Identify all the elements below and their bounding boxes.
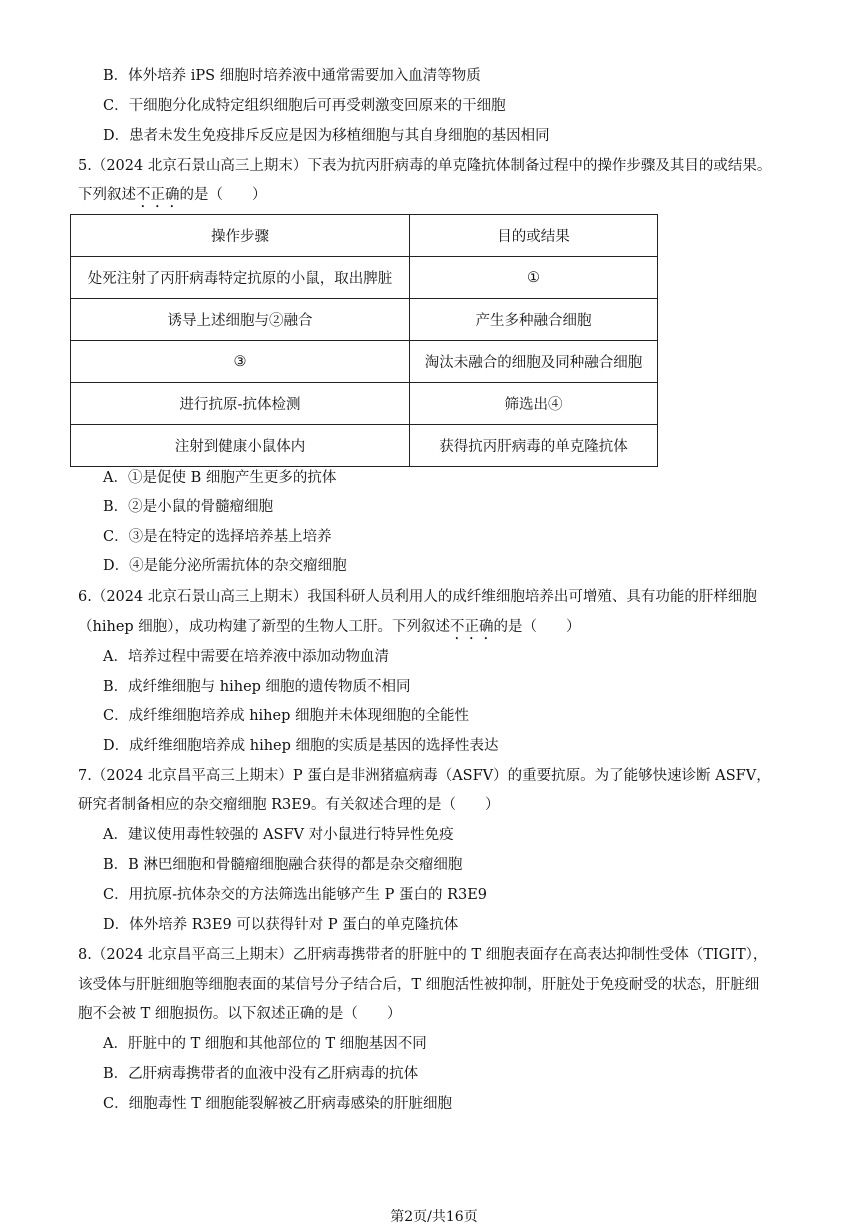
q8-option-a: A．肝脏中的 T 细胞和其他部位的 T 细胞基因不同 [103,1036,427,1052]
table-cell: 注射到健康小鼠体内 [71,425,410,467]
q5-option-b: B．②是小鼠的骨髓瘤细胞 [103,499,274,515]
table-row [71,425,658,467]
q4-option-d: D．患者未发生免疫排斥反应是因为移植细胞与其自身细胞的基因相同 [103,128,550,144]
q8-option-b: B．乙肝病毒携带者的血液中没有乙肝病毒的抗体 [103,1066,419,1082]
q5-steps-table [70,214,658,467]
q6-option-a: A．培养过程中需要在培养液中添加动物血清 [103,649,389,665]
q6-option-b: B．成纤维细胞与 hihep 细胞的遗传物质不相同 [103,679,411,695]
q6-option-c: C．成纤维细胞培养成 hihep 细胞并未体现细胞的全能性 [103,708,469,724]
q5-option-a: A．①是促使 B 细胞产生更多的抗体 [103,470,337,486]
q7-stem-line1: 7.（2024 北京昌平高三上期末）P 蛋白是非洲猪瘟病毒（ASFV）的重要抗原。为了能够快速诊断 ASFV， [78,768,771,784]
q8-option-c: C．细胞毒性 T 细胞能裂解被乙肝病毒感染的肝脏细胞 [103,1096,452,1112]
q7-option-b: B．B 淋巴细胞和骨髓瘤细胞融合获得的都是杂交瘤细胞 [103,857,463,873]
table-cell: ① [410,257,658,299]
q7-stem-line2: 研究者制备相应的杂交瘤细胞 R3E9。有关叙述合理的是（ ） [78,797,500,813]
q7-option-c: C．用抗原-抗体杂交的方法筛选出能够产生 P 蛋白的 R3E9 [103,887,488,903]
q5-option-c: C．③是在特定的选择培养基上培养 [103,529,332,545]
q6-option-d: D．成纤维细胞培养成 hihep 细胞的实质是基因的选择性表达 [103,738,499,754]
q6-stem-line2: （hihep 细胞），成功构建了新型的生物人工肝。下列叙述不正确的是（ ） [78,619,581,635]
table-row [71,257,658,299]
table-row [71,341,658,383]
table-header-row [71,215,658,257]
table-header: 操作步骤 [71,215,410,257]
table-header: 目的或结果 [410,215,658,257]
table-cell: 筛选出④ [410,383,658,425]
table-cell: 获得抗丙肝病毒的单克隆抗体 [410,425,658,467]
table-row [71,383,658,425]
q5-option-d: D．④是能分泌所需抗体的杂交瘤细胞 [103,558,347,574]
q7-option-d: D．体外培养 R3E9 可以获得针对 P 蛋白的单克隆抗体 [103,917,459,933]
q8-stem-line3: 胞不会被 T 细胞损伤。以下叙述正确的是（ ） [78,1006,402,1022]
q5-stem-line1: 5.（2024 北京石景山高三上期末）下表为抗丙肝病毒的单克隆抗体制备过程中的操作步骤及其目的或结果。 [78,158,772,174]
q4-option-c: C．干细胞分化成特定组织细胞后可再受刺激变回原来的干细胞 [103,98,506,114]
table-cell: 处死注射了丙肝病毒特定抗原的小鼠，取出脾脏 [71,257,410,299]
table-cell: 进行抗原-抗体检测 [71,383,410,425]
q7-option-a: A．建议使用毒性较强的 ASFV 对小鼠进行特异性免疫 [103,827,454,843]
page-number: 第2页/共16页 [390,1209,478,1225]
table-cell: 诱导上述细胞与②融合 [71,299,410,341]
table-cell: 淘汰未融合的细胞及同种融合细胞 [410,341,658,383]
q5-emphasis: 不正确 [136,187,180,203]
table-row [71,299,658,341]
q8-stem-line1: 8.（2024 北京昌平高三上期末）乙肝病毒携带者的肝脏中的 T 细胞表面存在高表达抑制性受体（TIGIT）， [78,947,768,963]
q8-stem-line2: 该受体与肝脏细胞等细胞表面的某信号分子结合后，T 细胞活性被抑制，肝脏处于免疫耐受的状态，肝脏细 [78,977,760,993]
q6-stem-line1: 6.（2024 北京石景山高三上期末）我国科研人员利用人的成纤维细胞培养出可增殖、具有功能的肝样细胞 [78,589,757,605]
q5-stem-line2: 下列叙述不正确的是（ ） [78,187,267,203]
q6-emphasis: 不正确 [450,619,494,635]
table-cell: 产生多种融合细胞 [410,299,658,341]
table-cell: ③ [71,341,410,383]
q4-option-b: B．体外培养 iPS 细胞时培养液中通常需要加入血清等物质 [103,68,481,84]
